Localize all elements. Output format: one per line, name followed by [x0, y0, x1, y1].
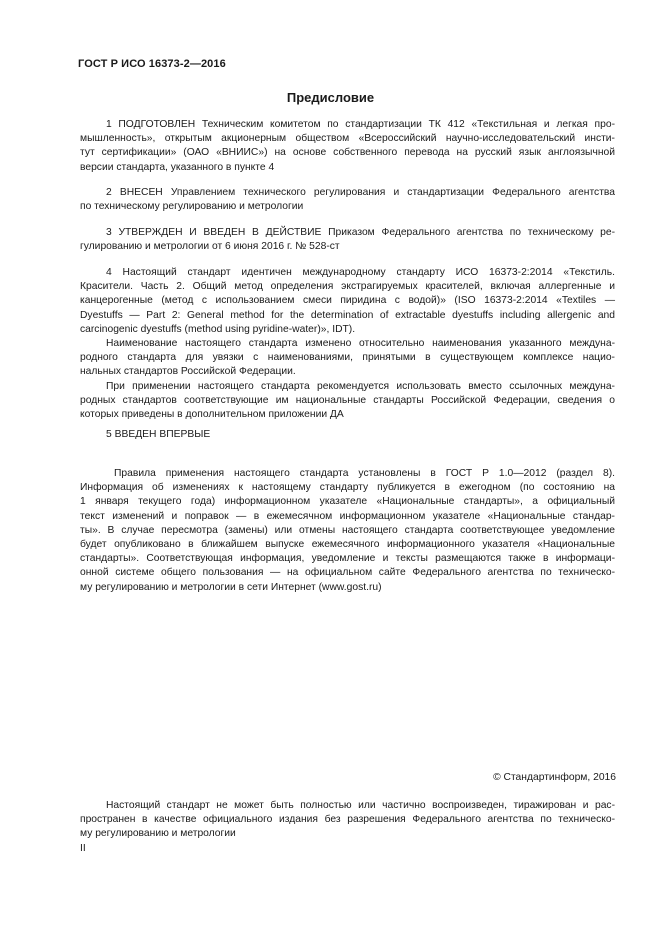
text-line: текст изменений и поправок — в ежемесячном информационном указателе «Национальные стандар- — [80, 510, 615, 522]
text-line: гулированию и метрологии от 6 июня 2016 г. № 528-ст — [80, 241, 340, 253]
text-line: будет опубликовано в ближайшем выпуске ежемесячного информационного указателя «Национальные — [80, 539, 615, 551]
section-1-prepared — [80, 118, 615, 175]
rules-of-application-notice — [80, 467, 615, 595]
text-line: 5 ВВЕДЕН ВПЕРВЫЕ — [106, 429, 211, 440]
text-line: 2 ВНЕСЕН Управлением технического регулирования и стандартизации Федерального агентства — [106, 187, 615, 198]
text-line: онной системе общего пользования — на официальном сайте Федерального агентства по техническо- — [80, 567, 615, 579]
text-line: тут сертификации» (ОАО «ВНИИС») на основе собственного перевода на русский язык англоязычной — [80, 147, 615, 159]
section-5-first-introduced — [80, 428, 615, 442]
section-2-introduced — [80, 186, 615, 214]
text-line: которых приведены в дополнительном приложении ДА — [80, 409, 344, 421]
text-line: му регулированию и метрологии в сети Интернет (www.gost.ru) — [80, 581, 382, 593]
text-line: Наименование настоящего стандарта изменено относительно наименования указанного междуна- — [106, 338, 615, 350]
reproduction-notice — [80, 799, 615, 842]
text-line: по техническому регулированию и метрологии — [80, 201, 304, 213]
text-line: мышленность», открытым акционерным обществом «Всероссийский научно-исследовательский инсти- — [80, 133, 615, 145]
text-line: пространен в качестве официального издания без разрешения Федерального агентства по техническо- — [80, 814, 615, 826]
text-line: 3 УТВЕРЖДЕН И ВВЕДЕН В ДЕЙСТВИЕ Приказом Федерального агентства по техническому ре- — [106, 227, 615, 238]
section-4-identity — [80, 266, 615, 422]
text-line: 1 января текущего года) информационном указателе «Национальные стандарты», а официальный — [80, 496, 615, 508]
page-title: Предисловие — [286, 90, 375, 105]
section-3-approved — [80, 226, 615, 254]
text-line: му регулированию и метрологии — [80, 828, 236, 840]
text-line: Правила применения настоящего стандарта установлены в ГОСТ Р 1.0—2012 (раздел 8). — [114, 468, 615, 479]
copyright-notice: © Стандартинформ, 2016 — [493, 772, 616, 783]
text-line: Настоящий стандарт не может быть полностью или частично воспроизведен, тиражирован и рас- — [106, 800, 615, 811]
text-line: нальных стандартов Российской Федерации. — [80, 366, 296, 378]
text-line: родных стандартов соответствующие им национальные стандарты Российской Федерации, сведения о — [80, 394, 615, 406]
text-line: 4 Настоящий стандарт идентичен международному стандарту ИСО 16373-2:2014 «Текстиль. — [106, 267, 615, 278]
text-line: При применении настоящего стандарта рекомендуется использовать вместо ссылочных междуна- — [106, 380, 615, 392]
page-number: II — [80, 843, 86, 854]
text-line: 1 ПОДГОТОВЛЕН Техническим комитетом по стандартизации ТК 412 «Текстильная и легкая про- — [106, 119, 615, 130]
text-line: carcinogenic dyestuffs (method using pyridine-water)», IDT). — [80, 323, 356, 335]
text-line: версии стандарта, указанного в пункте 4 — [80, 161, 275, 173]
text-line: Dyestuffs — Part 2: General method for the determination of extractable dyestuffs including allergenic and — [80, 309, 615, 321]
text-line: канцерогенные (метод с использованием смеси пиридина с водой)» (ISO 16373-2:2014 «Textiles — — [80, 295, 615, 307]
text-line: родного стандарта для увязки с наименованиями, принятыми в существующем комплексе нацио- — [80, 352, 615, 364]
text-line: стандарты». Соответствующая информация, уведомление и тексты размещаются также в информаци- — [80, 553, 615, 565]
text-line: Красители. Часть 2. Общий метод определения экстрагируемых красителей, включая аллергенные и — [80, 281, 615, 293]
document-code-header: ГОСТ Р ИСО 16373-2—2016 — [78, 58, 226, 70]
text-line: ты». В случае пересмотра (замены) или отмены настоящего стандарта соответствующее уведомление — [80, 524, 615, 536]
text-line: Информация об изменениях к настоящему стандарту публикуется в ежегодном (по состоянию на — [80, 482, 615, 494]
